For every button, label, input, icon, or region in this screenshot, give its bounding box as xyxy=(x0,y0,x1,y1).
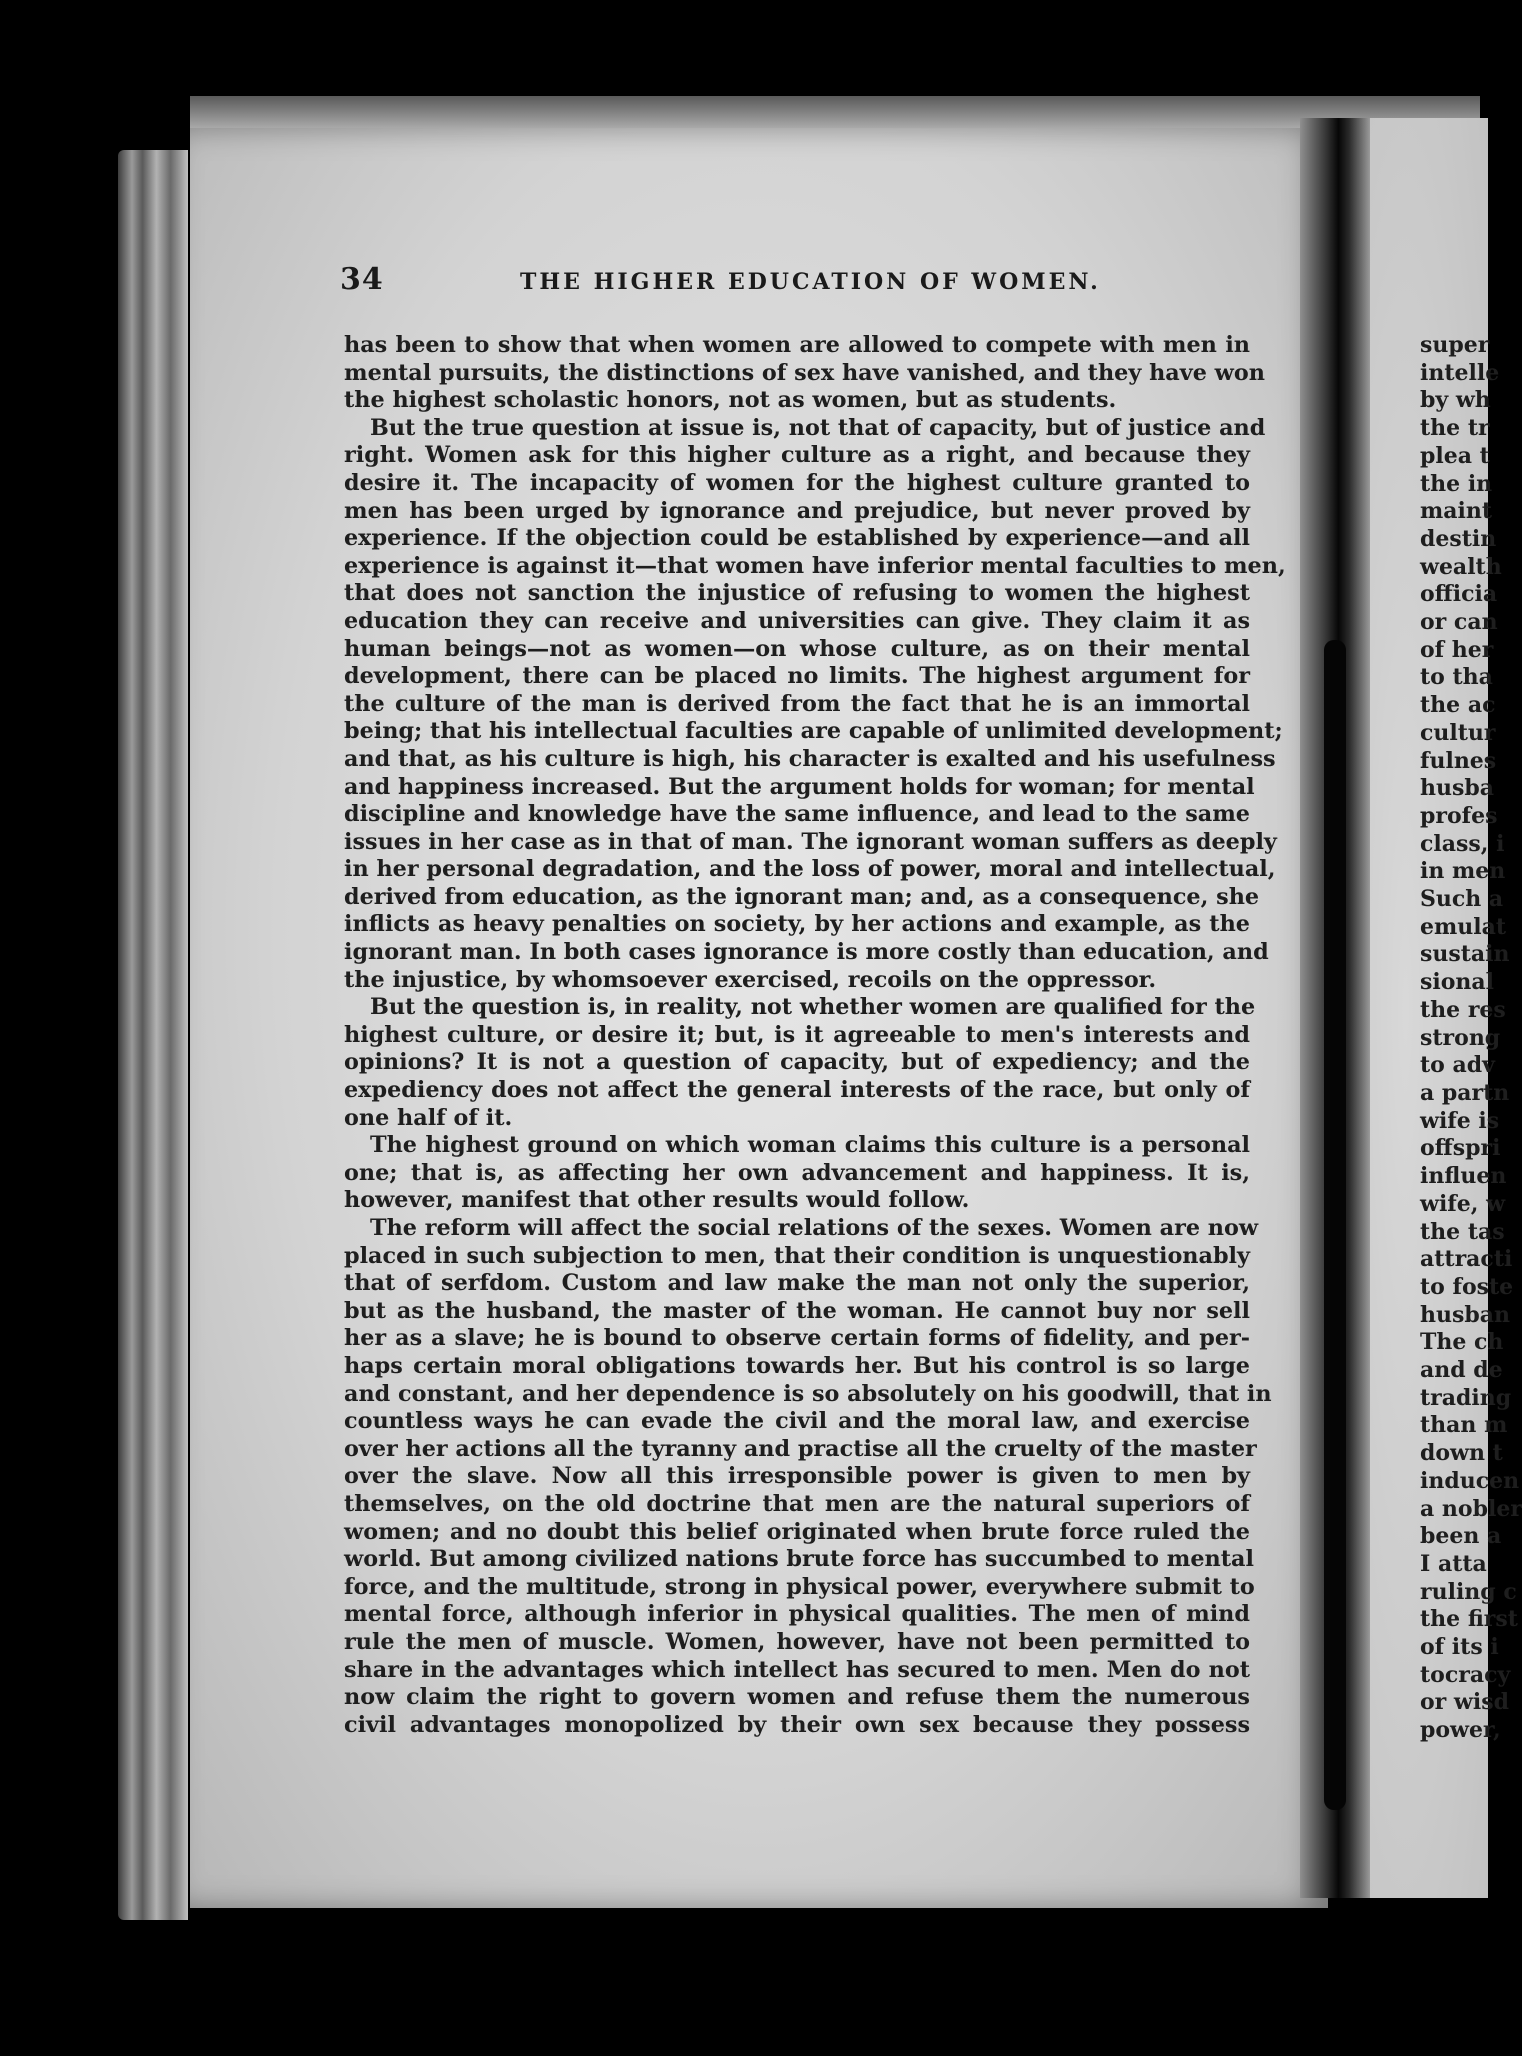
facing-text-fragment: intelle xyxy=(1420,359,1500,386)
text-line: her as a slave; he is bound to observe certain forms of fidelity, and per- xyxy=(344,1325,1250,1352)
text-line: haps certain moral obligations towards her. But his control is so large xyxy=(344,1352,1250,1379)
facing-page-text xyxy=(1420,332,1522,1745)
text-line: highest culture, or desire it; but, is it agreeable to men's interests and xyxy=(344,1021,1250,1048)
facing-text-fragment: or wisd xyxy=(1420,1689,1509,1716)
facing-text-fragment: Such a xyxy=(1420,886,1504,913)
facing-text-fragment: the tr xyxy=(1420,415,1490,442)
text-line: right. Women ask for this higher culture as a right, and because they xyxy=(344,442,1250,469)
facing-text-fragment: power, xyxy=(1420,1717,1501,1744)
facing-text-fragment: maint xyxy=(1420,498,1493,525)
facing-text-fragment: to adv xyxy=(1420,1052,1495,1079)
facing-text-fragment: husba xyxy=(1420,775,1495,802)
facing-text-fragment: in men xyxy=(1420,858,1506,885)
page-number: 34 xyxy=(340,262,384,297)
text-line: development, there can be placed no limits. The highest argument for xyxy=(344,663,1250,690)
text-line: derived from education, as the ignorant man; and, as a consequence, she xyxy=(344,883,1260,910)
facing-text-fragment: tocracy xyxy=(1420,1661,1511,1688)
facing-text-fragment: trading xyxy=(1420,1384,1512,1411)
facing-text-fragment: by wh xyxy=(1420,387,1491,414)
text-line: issues in her case as in that of man. The ignorant woman suffers as deeply xyxy=(344,828,1277,855)
facing-text-fragment: officia xyxy=(1420,581,1498,608)
facing-text-fragment: sustain xyxy=(1420,941,1510,968)
text-line: opinions? It is not a question of capacity, but of expediency; and the xyxy=(344,1049,1250,1076)
text-line: countless ways he can evade the civil and the moral law, and exercise xyxy=(344,1408,1250,1435)
text-line: force, and the multitude, strong in physical power, everywhere submit to xyxy=(344,1573,1255,1600)
text-line: experience is against it—that women have inferior mental faculties to men, xyxy=(344,552,1286,579)
facing-text-fragment: been a xyxy=(1420,1523,1502,1550)
text-line: world. But among civilized nations brute force has succumbed to mental xyxy=(344,1546,1254,1573)
facing-text-fragment: super xyxy=(1420,332,1490,358)
text-line: experience. If the objection could be established by experience—and all xyxy=(344,525,1250,552)
running-head: THE HIGHER EDUCATION OF WOMEN. xyxy=(520,269,1101,295)
text-line: that of serfdom. Custom and law make the man not only the superior, xyxy=(344,1270,1250,1297)
facing-text-fragment: husban xyxy=(1420,1301,1511,1328)
facing-text-fragment: down t xyxy=(1420,1440,1503,1467)
text-line: human beings—not as women—on whose culture, as on their mental xyxy=(344,635,1250,662)
facing-text-fragment: ruling c xyxy=(1420,1578,1517,1605)
page-stack-left-edge xyxy=(118,150,188,1920)
text-line: civil advantages monopolized by their own sex because they possess xyxy=(344,1711,1250,1738)
facing-text-fragment: class, i xyxy=(1420,830,1505,857)
text-line: the highest scholastic honors, not as women, but as students. xyxy=(344,387,1117,414)
facing-text-fragment: strong xyxy=(1420,1024,1501,1051)
facing-text-fragment: The ch xyxy=(1420,1329,1504,1356)
body-text xyxy=(344,332,1286,1739)
facing-text-fragment: wife, w xyxy=(1420,1190,1506,1217)
text-line: being; that his intellectual faculties are capable of unlimited development; xyxy=(344,718,1283,745)
facing-text-fragment: and de xyxy=(1420,1357,1503,1384)
text-line: expediency does not affect the general interests of the race, but only of xyxy=(344,1077,1250,1104)
text-line: placed in such subjection to men, that their condition is unquestionably xyxy=(344,1242,1250,1269)
facing-text-fragment: wife is xyxy=(1420,1107,1500,1134)
text-line: over her actions all the tyranny and practise all the cruelty of the master xyxy=(344,1435,1257,1462)
text-line: The highest ground on which woman claims this culture is a personal xyxy=(370,1132,1250,1159)
text-line: desire it. The incapacity of women for the highest culture granted to xyxy=(344,469,1250,496)
facing-text-fragment: than m xyxy=(1420,1412,1508,1439)
facing-text-fragment: the ac xyxy=(1420,692,1496,719)
facing-text-fragment: of her xyxy=(1420,636,1494,663)
text-line: however, manifest that other results would follow. xyxy=(344,1187,970,1214)
text-line: in her personal degradation, and the loss of power, moral and intellectual, xyxy=(344,856,1276,883)
facing-text-fragment: of its i xyxy=(1420,1634,1499,1661)
facing-text-fragment: to tha xyxy=(1420,664,1493,691)
facing-text-fragment: or can xyxy=(1420,609,1498,636)
text-line: The reform will affect the social relations of the sexes. Women are now xyxy=(370,1215,1259,1241)
text-line: now claim the right to govern women and refuse them the numerous xyxy=(344,1684,1250,1711)
facing-text-fragment: emulat xyxy=(1420,913,1507,940)
facing-text-fragment: inducen xyxy=(1420,1467,1520,1494)
text-line: women; and no doubt this belief originated when brute force ruled the xyxy=(344,1518,1250,1545)
text-line: and that, as his culture is high, his character is exalted and his usefulness xyxy=(344,745,1276,772)
text-line: and happiness increased. But the argument holds for woman; for mental xyxy=(344,773,1255,800)
text-line: mental force, although inferior in physical qualities. The men of mind xyxy=(344,1601,1250,1628)
page-header xyxy=(340,262,1260,302)
text-line: the injustice, by whomsoever exercised, recoils on the oppressor. xyxy=(344,966,1157,993)
text-line: mental pursuits, the distinctions of sex have vanished, and they have won xyxy=(344,359,1265,386)
binding-tear xyxy=(1324,640,1346,1810)
facing-text-fragment: offspri xyxy=(1420,1135,1501,1162)
text-line: inflicts as heavy penalties on society, by her actions and example, as the xyxy=(344,911,1250,938)
text-line: ignorant man. In both cases ignorance is more costly than education, and xyxy=(344,939,1269,966)
text-line: But the question is, in reality, not whether women are qualified for the xyxy=(370,994,1256,1021)
text-line: themselves, on the old doctrine that men are the natural superiors of xyxy=(344,1490,1250,1517)
facing-text-fragment: profes xyxy=(1420,802,1498,829)
facing-text-fragment: cultur xyxy=(1420,719,1496,746)
facing-text-fragment: wealth xyxy=(1420,553,1502,580)
facing-text-fragment: a nobler xyxy=(1420,1495,1522,1522)
facing-text-fragment: the res xyxy=(1420,996,1506,1023)
text-line: has been to show that when women are allowed to compete with men in xyxy=(344,332,1250,358)
text-line: one half of it. xyxy=(344,1104,513,1131)
facing-text-fragment: destin xyxy=(1420,525,1497,552)
text-line: that does not sanction the injustice of refusing to women the highest xyxy=(344,580,1250,607)
facing-text-fragment: a partn xyxy=(1420,1079,1510,1106)
text-line: but as the husband, the master of the woman. He cannot buy nor sell xyxy=(344,1297,1250,1324)
facing-text-fragment: plea t xyxy=(1420,442,1490,469)
text-line: and constant, and her dependence is so absolutely on his goodwill, that in xyxy=(344,1380,1272,1407)
facing-text-fragment: to foste xyxy=(1420,1273,1514,1300)
text-line: rule the men of muscle. Women, however, have not been permitted to xyxy=(344,1628,1250,1655)
facing-text-fragment: I atta xyxy=(1420,1550,1487,1577)
facing-text-fragment: attracti xyxy=(1420,1246,1513,1273)
text-line: over the slave. Now all this irresponsible power is given to men by xyxy=(344,1463,1250,1490)
facing-text-fragment: influen xyxy=(1420,1163,1507,1190)
facing-text-fragment: the first xyxy=(1420,1606,1518,1633)
facing-text-fragment: the in xyxy=(1420,470,1493,497)
text-line: But the true question at issue is, not that of capacity, but of justice and xyxy=(370,414,1266,441)
text-line: men has been urged by ignorance and prejudice, but never proved by xyxy=(344,497,1250,524)
facing-text-fragment: fulnes xyxy=(1420,747,1497,774)
text-line: share in the advantages which intellect has secured to men. Men do not xyxy=(344,1656,1250,1683)
text-line: the culture of the man is derived from the fact that he is an immortal xyxy=(344,690,1250,717)
text-line: discipline and knowledge have the same influence, and lead to the same xyxy=(344,801,1250,828)
text-line: one; that is, as affecting her own advancement and happiness. It is, xyxy=(344,1159,1250,1186)
text-line: education they can receive and universities can give. They claim it as xyxy=(344,607,1250,634)
facing-text-fragment: sional xyxy=(1420,969,1495,996)
facing-text-fragment: the tas xyxy=(1420,1218,1505,1245)
